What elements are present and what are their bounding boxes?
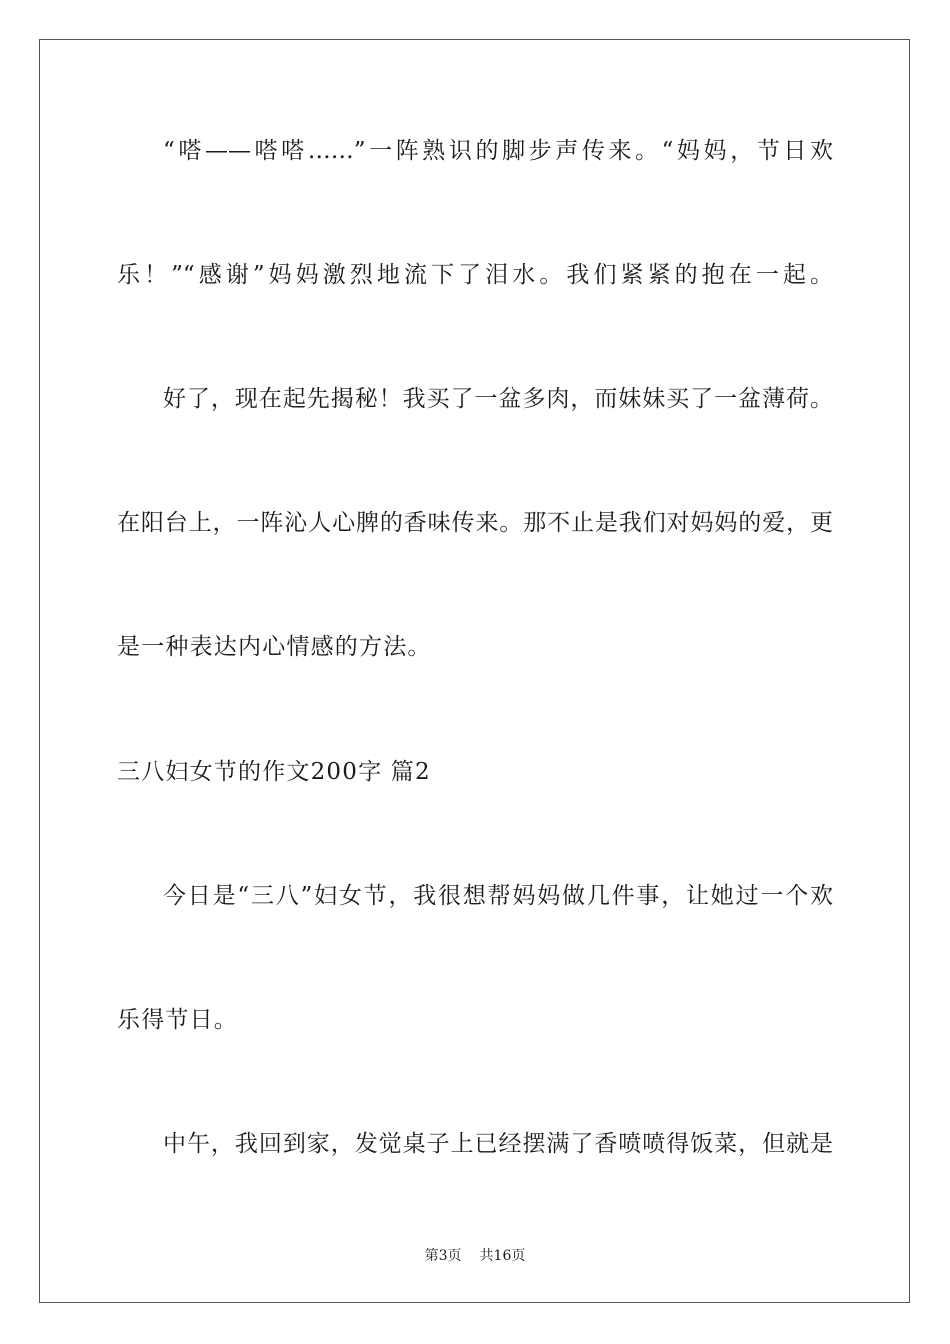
page-border: [39, 39, 910, 1303]
page-total: 共16页: [479, 1248, 526, 1264]
paragraph-line: 乐得节日。: [117, 1007, 238, 1033]
paragraph-line: 中午，我回到家，发觉桌子上已经摆满了香喷喷得饭菜，但就是: [163, 1131, 833, 1157]
paragraph-line: 好了，现在起先揭秘！我买了一盆多肉，而妹妹买了一盆薄荷。: [163, 386, 833, 412]
page-number: 第3页: [424, 1248, 462, 1264]
paragraph-line: 乐！”“感谢”妈妈激烈地流下了泪水。我们紧紧的抱在一起。: [117, 262, 833, 288]
paragraph-line: 是一种表达内心情感的方法。: [117, 634, 432, 660]
page-footer: [0, 1247, 950, 1265]
paragraph-line: 今日是“三八”妇女节，我很想帮妈妈做几件事，让她过一个欢: [163, 883, 833, 909]
section-heading: 三八妇女节的作文200字 篇2: [117, 759, 431, 785]
paragraph-line: “嗒——嗒嗒……”一阵熟识的脚步声传来。“妈妈，节日欢: [163, 138, 833, 164]
paragraph-line: 在阳台上，一阵沁人心脾的香味传来。那不止是我们对妈妈的爱，更: [117, 510, 833, 536]
